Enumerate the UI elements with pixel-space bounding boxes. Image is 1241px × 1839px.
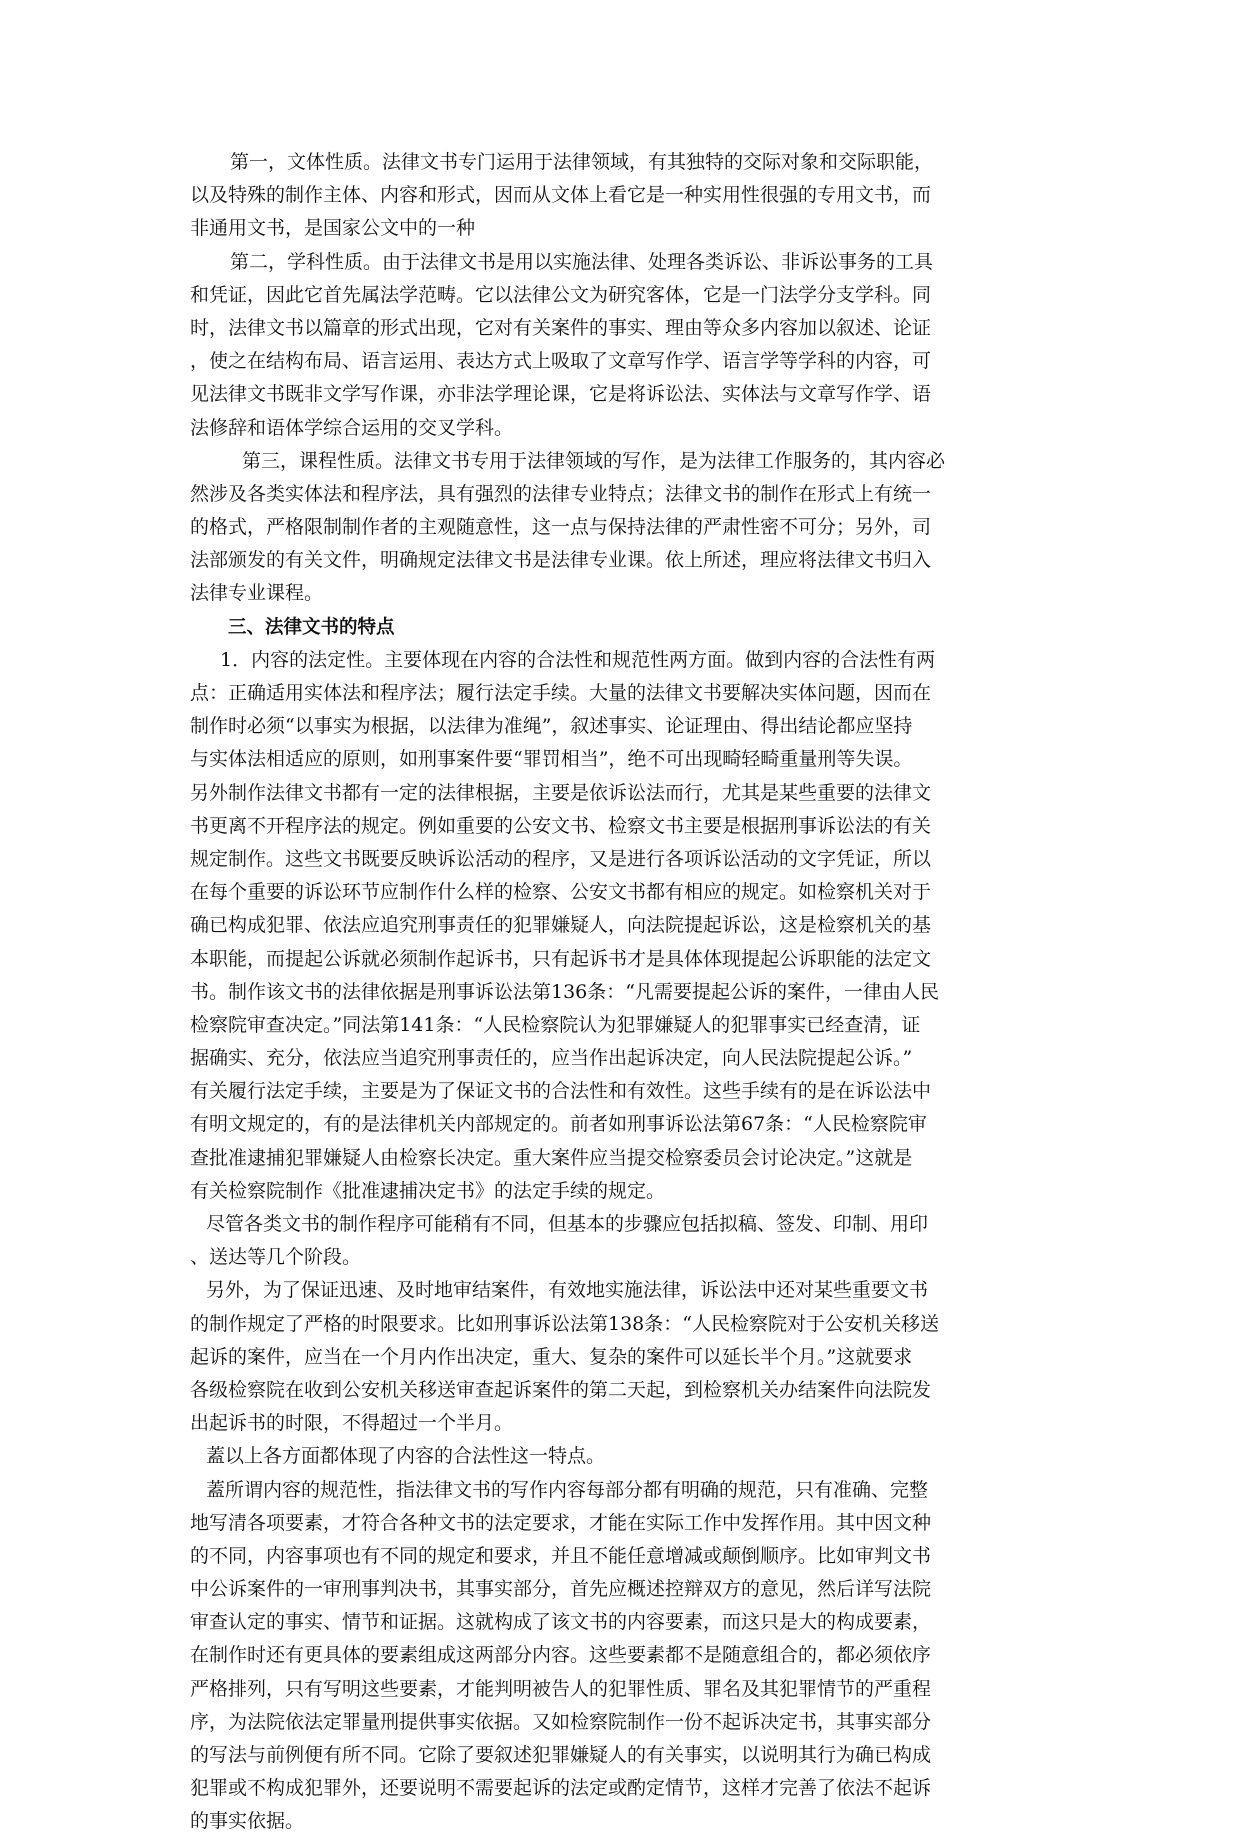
text-line: 序，为法院依法定罪量刑提供事实依据。又如检察院制作一份不起诉决定书，其事实部分: [190, 1710, 932, 1733]
section-heading: 三、法律文书的特点: [228, 616, 395, 638]
text-line: 审查认定的事实、情节和证据。这就构成了该文书的内容要素，而这只是大的构成要素，: [190, 1611, 932, 1634]
text-line: 和凭证，因此它首先属法学范畴。它以法律公文为研究客体，它是一门法学分支学科。同: [190, 283, 932, 306]
text-line: 的不同，内容事项也有不同的规定和要求，并且不能任意增减或颠倒顺序。比如审判文书: [190, 1544, 932, 1567]
text-line: ，使之在结构布局、语言运用、表达方式上吸取了文章写作学、语言学等学科的内容，可: [190, 350, 932, 373]
text-line: 犯罪或不构成犯罪外，还要说明不需要起诉的法定或酌定情节，这样才完善了依法不起诉: [190, 1777, 932, 1800]
text-line: 本职能，而提起公诉就必须制作起诉书，只有起诉书才是具体体现提起公诉职能的法定文: [190, 947, 932, 970]
text-line: 地写清各项要素，才符合各种文书的法定要求，才能在实际工作中发挥作用。其中因文种: [190, 1511, 932, 1534]
text-line: 查批准逮捕犯罪嫌疑人由检察长决定。重大案件应当提交检察委员会讨论决定。”这就是: [190, 1146, 913, 1169]
text-line: 法部颁发的有关文件，明确规定法律文书是法律专业课。依上所述，理应将法律文书归入: [190, 549, 932, 572]
text-line: 第二，学科性质。由于法律文书是用以实施法律、处理各类诉讼、非诉讼事务的工具: [230, 250, 934, 273]
text-line: 法修辞和语体学综合运用的交叉学科。: [190, 416, 514, 439]
text-line: 见法律文书既非文学写作课，亦非法学理论课，它是将诉讼法、实体法与文章写作学、语: [190, 383, 932, 406]
text-line: 时，法律文书以篇章的形式出现，它对有关案件的事实、理由等众多内容加以叙述、论证: [190, 316, 932, 339]
text-line: 各级检察院在收到公安机关移送审查起诉案件的第二天起，到检察机关办结案件向法院发: [190, 1378, 932, 1401]
text-line: 第一，文体性质。法律文书专门运用于法律领域，有其独特的交际对象和交际职能，: [230, 151, 934, 173]
text-line: 书。制作该文书的法律依据是刑事诉讼法第136条：“凡需要提起公诉的案件，一律由人民: [190, 980, 939, 1003]
text-line: 另外，为了保证迅速、及时地审结案件，有效地实施法律，诉讼法中还对某些重要文书: [206, 1279, 929, 1302]
text-line: 与实体法相适应的原则，如刑事案件要“罪罚相当”，绝不可出现畸轻畸重量刑等失误。: [190, 748, 913, 771]
text-line: 的格式，严格限制制作者的主观随意性，这一点与保持法律的严肃性密不可分；另外，司: [190, 516, 932, 539]
text-line: 以及特殊的制作主体、内容和形式，因而从文体上看它是一种实用性很强的专用文书，而: [190, 184, 932, 207]
text-line: 制作时必须“以事实为根据，以法律为准绳”，叙述事实、论证理由、得出结论都应坚持: [190, 715, 913, 738]
text-line: 法律专业课程。: [190, 582, 324, 605]
text-line: 蓋所谓内容的规范性，指法律文书的写作内容每部分都有明确的规范，只有准确、完整: [206, 1478, 929, 1501]
text-line: 规定制作。这些文书既要反映诉讼活动的程序，又是进行各项诉讼活动的文字凭证，所以: [190, 847, 932, 870]
text-line: 尽管各类文书的制作程序可能稍有不同，但基本的步骤应包括拟稿、签发、印制、用印: [206, 1213, 929, 1235]
text-line: 的事实依据。: [190, 1810, 305, 1833]
text-line: 据确实、充分，依法应当追究刑事责任的，应当作出起诉决定，向人民法院提起公诉。”: [190, 1047, 913, 1070]
text-line: 非通用文书，是国家公文中的一种: [190, 217, 476, 240]
text-line: 中公诉案件的一审刑事判决书，其事实部分，首先应概述控辩双方的意见，然后详写法院: [190, 1578, 932, 1601]
text-line: 然涉及各类实体法和程序法，具有强烈的法律专业特点；法律文书的制作在形式上有统一: [190, 482, 932, 505]
text-line: 的制作规定了严格的时限要求。比如刑事诉讼法第138条：“人民检察院对于公安机关移送: [190, 1312, 939, 1335]
text-line: 严格排列，只有写明这些要素，才能判明被告人的犯罪性质、罪名及其犯罪情节的严重程: [190, 1677, 932, 1700]
text-line: 另外制作法律文书都有一定的法律根据，主要是依诉讼法而行，尤其是某些重要的法律文: [190, 781, 932, 804]
text-line: 确已构成犯罪、依法应追究刑事责任的犯罪嫌疑人，向法院提起诉讼，这是检察机关的基: [190, 914, 932, 937]
text-line: 蓋以上各方面都体现了内容的合法性这一特点。: [206, 1445, 606, 1468]
text-line: 有关履行法定手续，主要是为了保证文书的合法性和有效性。这些手续有的是在诉讼法中: [190, 1080, 932, 1103]
document-page: [190, 146, 1090, 1839]
text-line: 有关检察院制作《批准逮捕决定书》的法定手续的规定。: [190, 1179, 666, 1202]
text-line: 第三，课程性质。法律文书专用于法律领域的写作，是为法律工作服务的，其内容必: [242, 449, 946, 472]
text-line: 检察院审查决定。”同法第141条：“人民检察院认为犯罪嫌疑人的犯罪事实已经查清，证: [190, 1013, 921, 1036]
text-line: 的写法与前例便有所不同。它除了要叙述犯罪嫌疑人的有关事实，以说明其行为确已构成: [190, 1744, 932, 1766]
text-line: 在制作时还有更具体的要素组成这两部分内容。这些要素都不是随意组合的，都必须依序: [190, 1644, 932, 1667]
text-line: 书更离不开程序法的规定。例如重要的公安文书、检察文书主要是根据刑事诉讼法的有关: [190, 814, 932, 837]
text-line: 起诉的案件，应当在一个月内作出决定，重大、复杂的案件可以延长半个月。”这就要求: [190, 1345, 913, 1368]
text-line: 、送达等几个阶段。: [190, 1246, 362, 1269]
text-line: 在每个重要的诉讼环节应制作什么样的检察、公安文书都有相应的规定。如检察机关对于: [190, 881, 932, 904]
text-line: 点：正确适用实体法和程序法；履行法定手续。大量的法律文书要解决实体问题，因而在: [190, 682, 932, 704]
text-line: 1．内容的法定性。主要体现在内容的合法性和规范性两方面。做到内容的合法性有两: [220, 648, 936, 671]
text-line: 出起诉书的时限，不得超过一个半月。: [190, 1412, 514, 1435]
text-line: 有明文规定的，有的是法律机关内部规定的。前者如刑事诉讼法第67条：“人民检察院审: [190, 1113, 927, 1136]
